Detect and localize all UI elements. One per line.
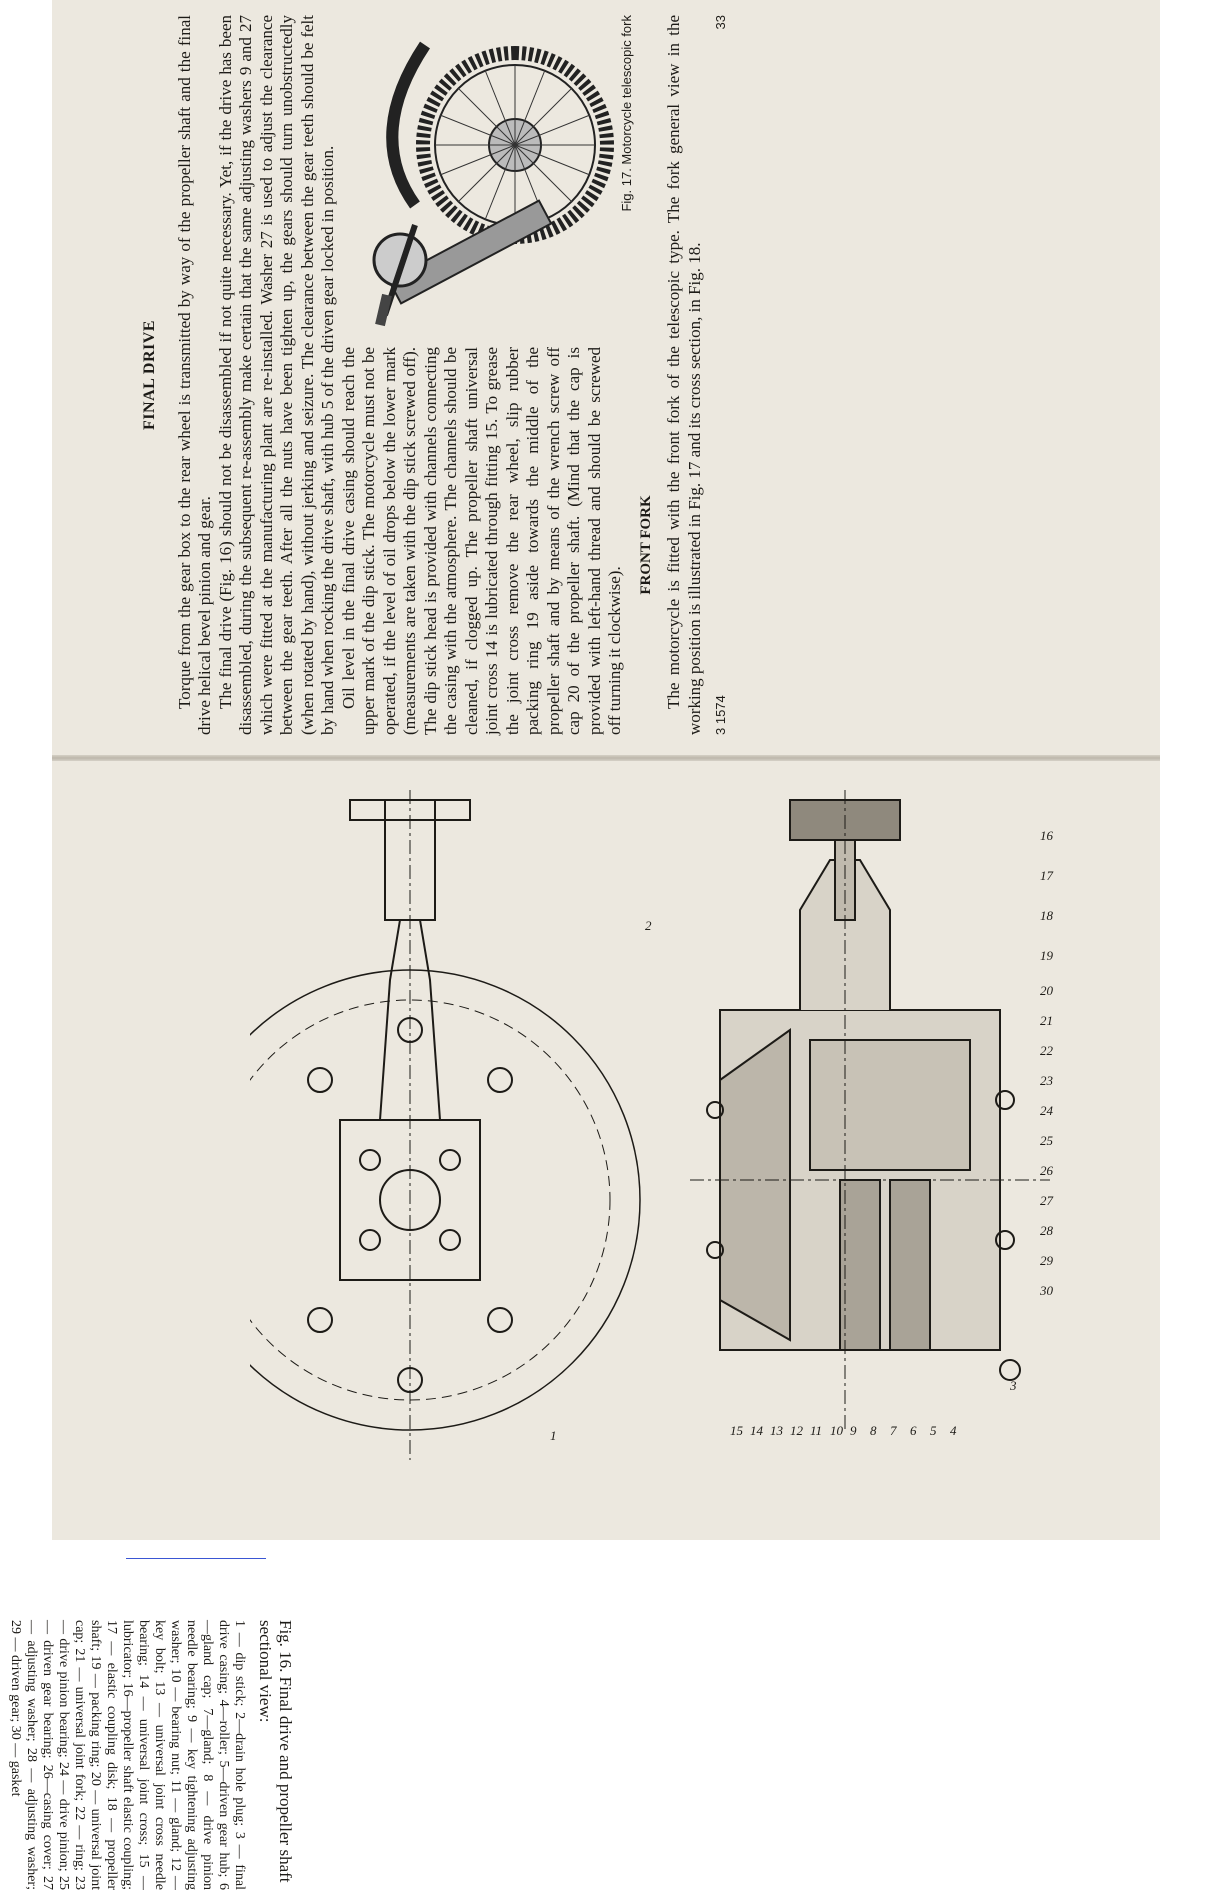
callout: 2 (645, 918, 652, 933)
callout: 25 (1040, 1133, 1053, 1148)
callout: 16 (1040, 828, 1053, 843)
figure-legend: 1 — dip stick; 2—drain hole plug; 3 — final drive casing; 4—roller; 5—driven gear hub; 6—gland cap; 7—gland; 8 — drive pinion needle bearing; 9 — key tightening adjusting washer; 10 — bearing nut; 11 — gland; 12 — key bolt; 13 — universal joint cross needle bearing; 14 — universal joint cross; 15 — lubricator; 16—propeller shaft elastic coupling; 17 — elastic coupling disk; 18 — propeller shaft; 19 — packing ring; 20 — universal joint cap; 21 — universal joint fork; 22 — ring; 23 — drive pinion bearing; 24 — drive pinion; 25 — driven gear bearing; 26—casing cover; 27 — adjusting washer; 28 — adjusting washer; 29 — driven gear; 30 — gasket (8, 1620, 247, 1890)
callout: 3 (1010, 1378, 1017, 1393)
final-drive-drawing (250, 780, 1070, 1470)
figure-17 (345, 15, 635, 335)
callout: 1 (550, 1428, 557, 1443)
link-underline (126, 1558, 266, 1559)
paragraph: Torque from the gear box to the rear wheel is transmitted by way of the propeller shaft and the final drive helical bevel pinion and gear. (174, 15, 214, 735)
callout: 7 (890, 1423, 897, 1438)
figure-16-caption (8, 1620, 295, 1890)
page-footer (711, 15, 732, 735)
figure-title: Fig. 16. Final drive and propeller shaft sectional view: (256, 1620, 295, 1883)
paragraph: Oil level in the final drive casing should reach the upper mark of the dip stick. The motorcycle must not be operated, if the level of oil drops below the lower mark (measurements are taken with the dip stick screwed off). The dip stick head is provided with channels connecting the casing with the atmosphere. The channels should be cleaned, if clogged up. The propeller shaft universal joint cross 14 is lubricated through fitting 15. To grease the joint cross remove the rear wheel, slip rubber packing ring 19 aside towards the middle of the propeller shaft and by means of the wrench screw off cap 20 of the propeller shaft. (Mind that the cap is provided with left-hand thread and should be screwed off turning it clockwise). (338, 347, 624, 735)
text-page (140, 15, 728, 735)
telescopic-fork-illustration (345, 15, 615, 335)
callout: 11 (810, 1423, 823, 1438)
callout: 28 (1040, 1223, 1053, 1238)
page-title: FINAL DRIVE (141, 320, 158, 430)
paragraph: The motorcycle is fitted with the front fork of the telescopic type. The fork general view in the working position is illustrated in Fig. 17 and its cross section, in Fig. 18. (664, 15, 704, 735)
callout: 18 (1040, 908, 1053, 923)
callout: 8 (870, 1423, 877, 1438)
callout: 26 (1040, 1163, 1053, 1178)
callout: 12 (790, 1423, 803, 1438)
page-number: 33 (713, 15, 728, 30)
paragraph: The final drive (Fig. 16) should not be disassembled if not quite necessary. Yet, if the drive has been disassembled, during the subsequent re-assembly make certain that the same adjusting washers 9 and 27 which were fitted at the manufacturing plant are re-installed. Washer 27 is used to adjust the clearance between the gear teeth. After all the nuts have been tighten up, the gears should turn unobstructedly (when rotated by hand), without jerking and seizure. The clearance between the gear teeth should be felt by hand when rocking the drive shaft, with hub 5 of the driven gear locked in position. (215, 15, 337, 735)
callout: 10 (830, 1423, 843, 1438)
figure-caption: Fig. 17. Motorcycle telescopic fork (618, 15, 634, 212)
callout: 17 (1040, 868, 1053, 883)
callout: 29 (1040, 1253, 1053, 1268)
callout: 9 (850, 1423, 857, 1438)
section-title: FRONT FORK (637, 495, 654, 595)
callout: 22 (1040, 1043, 1053, 1058)
signature-mark: 3 1574 (713, 695, 728, 735)
callout: 14 (750, 1423, 763, 1438)
callout: 13 (770, 1423, 783, 1438)
book-gutter (52, 755, 1160, 761)
callout: 21 (1040, 1013, 1053, 1028)
callout: 23 (1040, 1073, 1053, 1088)
callout: 27 (1040, 1193, 1053, 1208)
scan-margin (0, 1540, 1224, 1584)
callout: 19 (1040, 948, 1053, 963)
callout: 20 (1040, 983, 1053, 998)
callout: 6 (910, 1423, 917, 1438)
callout: 4 (950, 1423, 957, 1438)
callout: 24 (1040, 1103, 1053, 1118)
callout: 5 (930, 1423, 937, 1438)
callout: 30 (1040, 1283, 1053, 1298)
callout: 15 (730, 1423, 743, 1438)
